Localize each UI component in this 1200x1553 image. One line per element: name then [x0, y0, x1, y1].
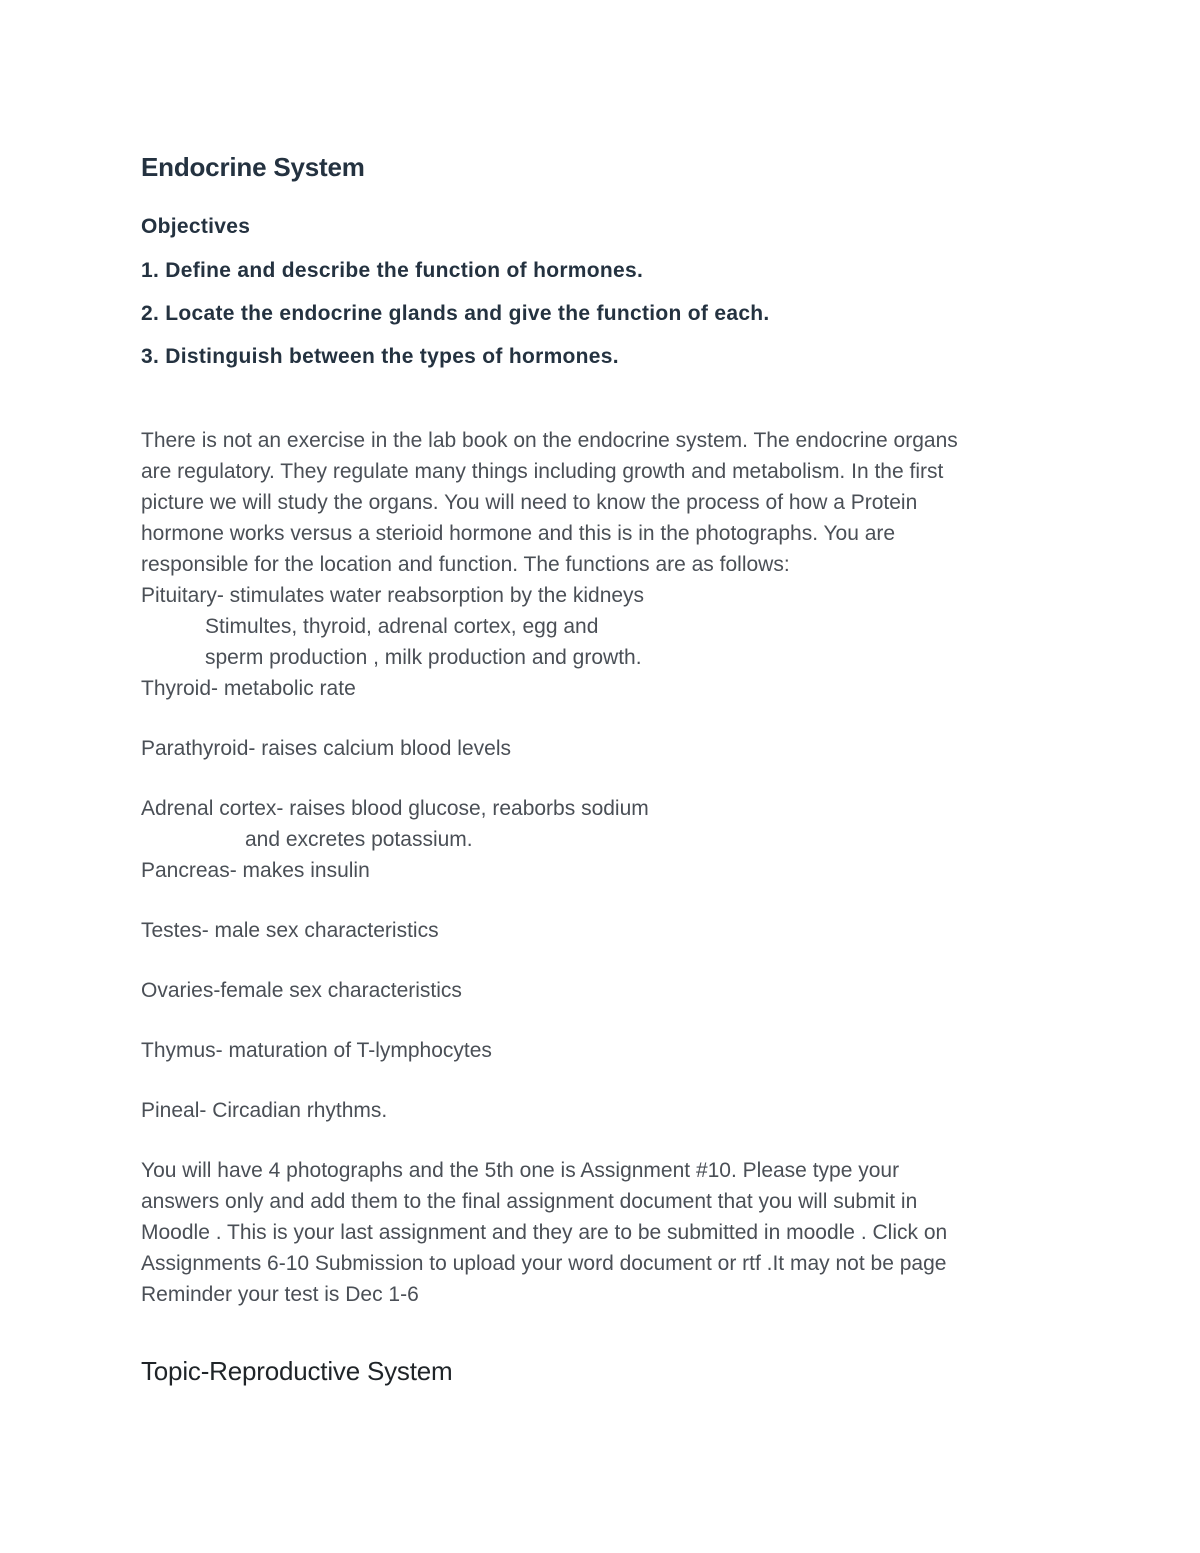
intro-paragraph	[141, 425, 1071, 1126]
closing-line: You will have 4 photographs and the 5th one is Assignment #10. Please type your	[141, 1159, 900, 1182]
closing-paragraph	[141, 1155, 1071, 1310]
spacer	[141, 704, 1071, 733]
intro-line: responsible for the location and function. The functions are as follows:	[141, 553, 790, 576]
next-topic-heading: Topic-Reproductive System	[141, 1356, 453, 1386]
function-thyroid: Thyroid- metabolic rate	[141, 677, 356, 700]
document-title: Endocrine System	[141, 152, 365, 182]
spacer	[141, 1006, 1071, 1035]
function-adrenal-continued: and excretes potassium.	[245, 828, 473, 851]
intro-line: are regulatory. They regulate many things including growth and metabolism. In the first	[141, 460, 944, 483]
intro-line: hormone works versus a sterioid hormone and this is in the photographs. You are	[141, 522, 896, 545]
objective-item: 1. Define and describe the function of hormones.	[141, 259, 644, 282]
function-parathyroid: Parathyroid- raises calcium blood levels	[141, 737, 511, 760]
spacer	[141, 764, 1071, 793]
function-adrenal: Adrenal cortex- raises blood glucose, reaborbs sodium	[141, 797, 649, 820]
closing-line: answers only and add them to the final assignment document that you will submit in	[141, 1190, 918, 1213]
function-pituitary-continued: sperm production , milk production and growth.	[205, 646, 642, 669]
function-thymus: Thymus- maturation of T-lymphocytes	[141, 1039, 492, 1062]
closing-line: Reminder your test is Dec 1-6	[141, 1283, 419, 1306]
spacer	[141, 1066, 1071, 1095]
closing-line: Assignments 6-10 Submission to upload your word document or rtf .It may not be page	[141, 1252, 947, 1275]
document-page	[141, 150, 1071, 1388]
spacer	[141, 886, 1071, 915]
function-ovaries: Ovaries-female sex characteristics	[141, 979, 462, 1002]
function-pancreas: Pancreas- makes insulin	[141, 859, 370, 882]
objective-item: 3. Distinguish between the types of hormones.	[141, 345, 619, 368]
function-pineal: Pineal- Circadian rhythms.	[141, 1099, 388, 1122]
intro-line: picture we will study the organs. You will need to know the process of how a Protein	[141, 491, 918, 514]
intro-line: There is not an exercise in the lab book on the endocrine system. The endocrine organs	[141, 429, 958, 452]
spacer	[141, 946, 1071, 975]
function-testes: Testes- male sex characteristics	[141, 919, 439, 942]
objective-item: 2. Locate the endocrine glands and give the function of each.	[141, 302, 770, 325]
function-pituitary-continued: Stimultes, thyroid, adrenal cortex, egg and	[205, 615, 599, 638]
function-pituitary: Pituitary- stimulates water reabsorption by the kidneys	[141, 584, 645, 607]
objectives-heading: Objectives	[141, 215, 251, 238]
closing-line: Moodle . This is your last assignment and they are to be submitted in moodle . Click on	[141, 1221, 948, 1244]
